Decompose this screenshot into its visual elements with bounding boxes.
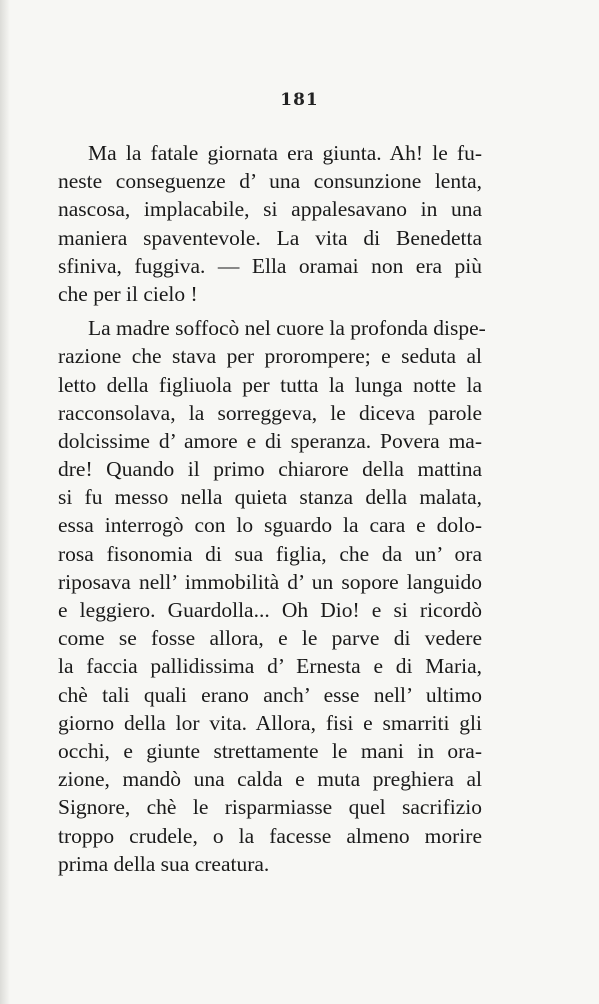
text-line: rosa fisonomia di sua figlia, che da un’ ora bbox=[58, 541, 482, 566]
paragraph-2 bbox=[58, 314, 486, 878]
text-line: troppo crudele, o la facesse almeno morire bbox=[58, 823, 482, 848]
text-line: la faccia pallidissima d’ Ernesta e di Maria, bbox=[58, 654, 482, 679]
text-line: che per il cielo ! bbox=[58, 281, 198, 306]
text-line: essa interrogò con lo sguardo la cara e dolo- bbox=[58, 513, 482, 538]
text-line: dolcissime d’ amore e di speranza. Povera ma- bbox=[58, 428, 482, 453]
text-line: zione, mandò una calda e muta preghiera al bbox=[58, 767, 482, 792]
text-line: neste conseguenze d’ una consunzione lenta, bbox=[58, 169, 482, 194]
text-line: maniera spaventevole. La vita di Benedetta bbox=[58, 225, 482, 250]
text-line: racconsolava, la sorreggeva, le diceva parole bbox=[58, 400, 482, 425]
text-line: e leggiero. Guardolla... Oh Dio! e si ricordò bbox=[58, 598, 482, 622]
text-line: riposava nell’ immobilità d’ un sopore languido bbox=[58, 569, 482, 594]
page-number: 181 bbox=[280, 90, 319, 110]
text-line: giorno della lor vita. Allora, fisi e smarriti gli bbox=[58, 710, 482, 735]
text-line: dre! Quando il primo chiarore della mattina bbox=[58, 457, 482, 482]
text-line: si fu messo nella quieta stanza della malata, bbox=[58, 485, 482, 510]
text-line: sfiniva, fuggiva. — Ella oramai non era più bbox=[58, 253, 482, 278]
text-line: chè tali quali erano anch’ esse nell’ ultimo bbox=[58, 682, 482, 707]
text-line: letto della figliuola per tutta la lunga notte la bbox=[58, 372, 482, 397]
text-line: prima della sua creatura. bbox=[58, 851, 270, 876]
body-text bbox=[58, 139, 486, 878]
text-line: occhi, e giunte strettamente le mani in ora- bbox=[58, 738, 482, 763]
page-edge-shadow bbox=[0, 0, 10, 1004]
text-line: come se fosse allora, e le parve di vedere bbox=[58, 626, 482, 651]
text-line: Signore, chè le risparmiasse quel sacrifizio bbox=[58, 795, 482, 820]
paragraph-1 bbox=[58, 139, 482, 308]
text-line: nascosa, implacabile, si appalesavano in una bbox=[58, 197, 482, 222]
text-line: Ma la fatale giornata era giunta. Ah! le fu- bbox=[88, 141, 482, 165]
text-line: razione che stava per prorompere; e seduta al bbox=[58, 344, 482, 369]
text-line: La madre soffocò nel cuore la profonda dispe- bbox=[88, 316, 486, 341]
